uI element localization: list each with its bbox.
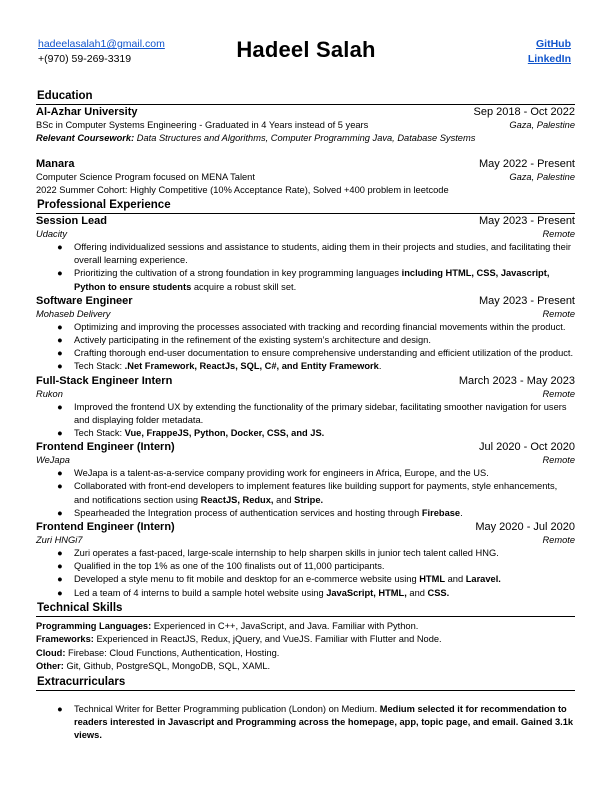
list-item: ● Technical Writer for Better Programming publication (London) on Medium. Medium selected it for recommendation to readers interested in Javascript and Programming across the homepage, app, topic page, and email. Gained 3.1k views. (57, 703, 574, 741)
job-company-row (36, 534, 575, 547)
skill-row: Other: Git, Github, PostgreSQL, MongoDB, SQL, XAML. (36, 661, 271, 672)
linkedin-link[interactable]: LinkedIn (527, 53, 571, 65)
job-company-row (36, 454, 575, 467)
list-item: ● Actively participating in the refinement of the existing system’s architecture and design. (57, 335, 431, 346)
coursework-label: Relevant Coursework: (36, 133, 135, 143)
list-item: ● Zuri operates a fast-paced, large-scale internship to help sharpen skills in junior tech talent called HNG. (57, 548, 499, 559)
education-date: May 2022 - Present (479, 158, 575, 170)
job-header (36, 374, 575, 388)
job-bullets (36, 401, 575, 441)
job-bullets (36, 241, 575, 294)
program-name: Manara (36, 158, 75, 170)
skills-heading: Technical Skills (37, 601, 123, 614)
job-company: WeJapa (36, 455, 70, 466)
job-header (36, 214, 575, 228)
school-name: Al-Azhar University (36, 106, 138, 118)
job-date: Jul 2020 - Oct 2020 (478, 441, 575, 454)
email-link[interactable]: hadeelasalah1@gmail.com (38, 38, 165, 50)
job-role: Software Engineer (36, 294, 133, 307)
program-description: Computer Science Program focused on MENA Talent (36, 172, 255, 182)
skill-row: Cloud: Firebase: Cloud Functions, Authentication, Hosting. (36, 647, 280, 658)
job-location: Remote (542, 535, 575, 546)
education-location: Gaza, Palestine (509, 172, 575, 182)
profile-links (528, 37, 571, 67)
list-item: ● Optimizing and improving the processes associated with tracking and recording financial movements within the product. (57, 321, 566, 332)
education-heading: Education (37, 90, 93, 102)
list-item: ● Improved the frontend UX by extending the functionality of the primary sidebar, facilitating smoother navigation for users and displaying folder metadata. (57, 401, 567, 425)
job-date: March 2023 - May 2023 (458, 374, 575, 387)
education-degree-row (36, 119, 575, 132)
list-item: ● Offering individualized sessions and assistance to students, aiding them in their projects and studies, and facilitating their overall learning experience. (57, 242, 571, 266)
education-entry-header (36, 105, 575, 119)
skill-row: Frameworks: Experienced in ReactJS, Redux, jQuery, and VueJS. Familiar with Flutter and Node. (36, 634, 442, 645)
job-location: Remote (542, 229, 575, 239)
job-bullets (36, 547, 575, 600)
job-date: May 2023 - Present (479, 294, 575, 307)
extracurricular-bullets (36, 703, 575, 743)
list-item: ● Spearheaded the Integration process of authentication services and hosting through Firebase. (57, 507, 463, 518)
coursework-text: Data Structures and Algorithms, Computer Programming Java, Database Systems (134, 133, 476, 143)
job-company-row (36, 228, 575, 241)
job-location: Remote (542, 308, 575, 319)
education-location: Gaza, Palestine (509, 120, 575, 130)
list-item: ● Collaborated with front-end developers to implement features like building support for payments, style enhancements, and notifications section using ReactJS, Redux, and Stripe. (57, 481, 558, 505)
list-item: ● Led a team of 4 interns to build a sample hotel website using JavaScript, HTML, and CSS. (57, 587, 450, 598)
job-header (36, 440, 575, 454)
job-header (36, 520, 575, 534)
education-date: Sep 2018 - Oct 2022 (473, 106, 575, 118)
job-role: Full-Stack Engineer Intern (36, 374, 173, 387)
job-company: Rukon (36, 388, 63, 399)
program-cohort: 2022 Summer Cohort: Highly Competitive (10% Acceptance Rate), Solved +400 problem in leetcode (36, 185, 449, 195)
extracurriculars-heading: Extracurriculars (37, 675, 126, 688)
job-company-row (36, 308, 575, 321)
job-role: Session Lead (36, 215, 107, 227)
github-link[interactable]: GitHub (536, 38, 571, 50)
job-bullets (36, 467, 575, 520)
degree-text: BSc in Computer Systems Engineering - Graduated in 4 Years instead of 5 years (36, 120, 369, 130)
list-item: ● Developed a style menu to fit mobile and desktop for an e-commerce website using HTML and Laravel. (57, 574, 501, 585)
job-company: Mohaseb Delivery (36, 308, 111, 319)
job-role: Frontend Engineer (Intern) (36, 441, 175, 454)
coursework-row (36, 132, 575, 145)
job-location: Remote (542, 455, 575, 466)
list-item: ● Tech Stack: .Net Framework, ReactJs, SQL, C#, and Entity Framework. (57, 361, 382, 372)
program-description-row (36, 171, 575, 184)
job-company-row (36, 388, 575, 401)
resume-content (36, 89, 575, 742)
job-date: May 2020 - Jul 2020 (475, 521, 575, 534)
education-entry-header (36, 157, 575, 171)
list-item: ● WeJapa is a talent-as-a-service company providing work for engineers in Africa, Europe, and the US. (57, 468, 489, 479)
job-company: Udacity (36, 229, 68, 239)
skill-row: Programming Languages: Experienced in C++, JavaScript, and Java. Familiar with Python. (36, 620, 419, 631)
list-item: ● Qualified in the top 1% as one of the 100 finalists out of 11,000 participants. (57, 561, 385, 572)
job-date: May 2023 - Present (479, 215, 575, 227)
list-item: ● Tech Stack: Vue, FrappeJS, Python, Docker, CSS, and JS. (57, 428, 325, 439)
job-location: Remote (542, 388, 575, 399)
experience-heading: Professional Experience (37, 199, 171, 211)
list-item: ● Prioritizing the cultivation of a strong foundation in key programming languages including HTML, CSS, Javascript, Python to ensure students acquire a robust skill set. (57, 268, 550, 292)
job-bullets (36, 321, 575, 374)
job-header (36, 294, 575, 308)
candidate-name: Hadeel Salah (236, 37, 376, 62)
phone-number: +(970) 59-269-3319 (38, 53, 132, 65)
list-item: ● Crafting thorough end-user documentation to ensure comprehensive understanding and efficient utilization of the product. (57, 348, 574, 359)
job-role: Frontend Engineer (Intern) (36, 521, 175, 534)
job-company: Zuri HNGi7 (36, 535, 83, 546)
